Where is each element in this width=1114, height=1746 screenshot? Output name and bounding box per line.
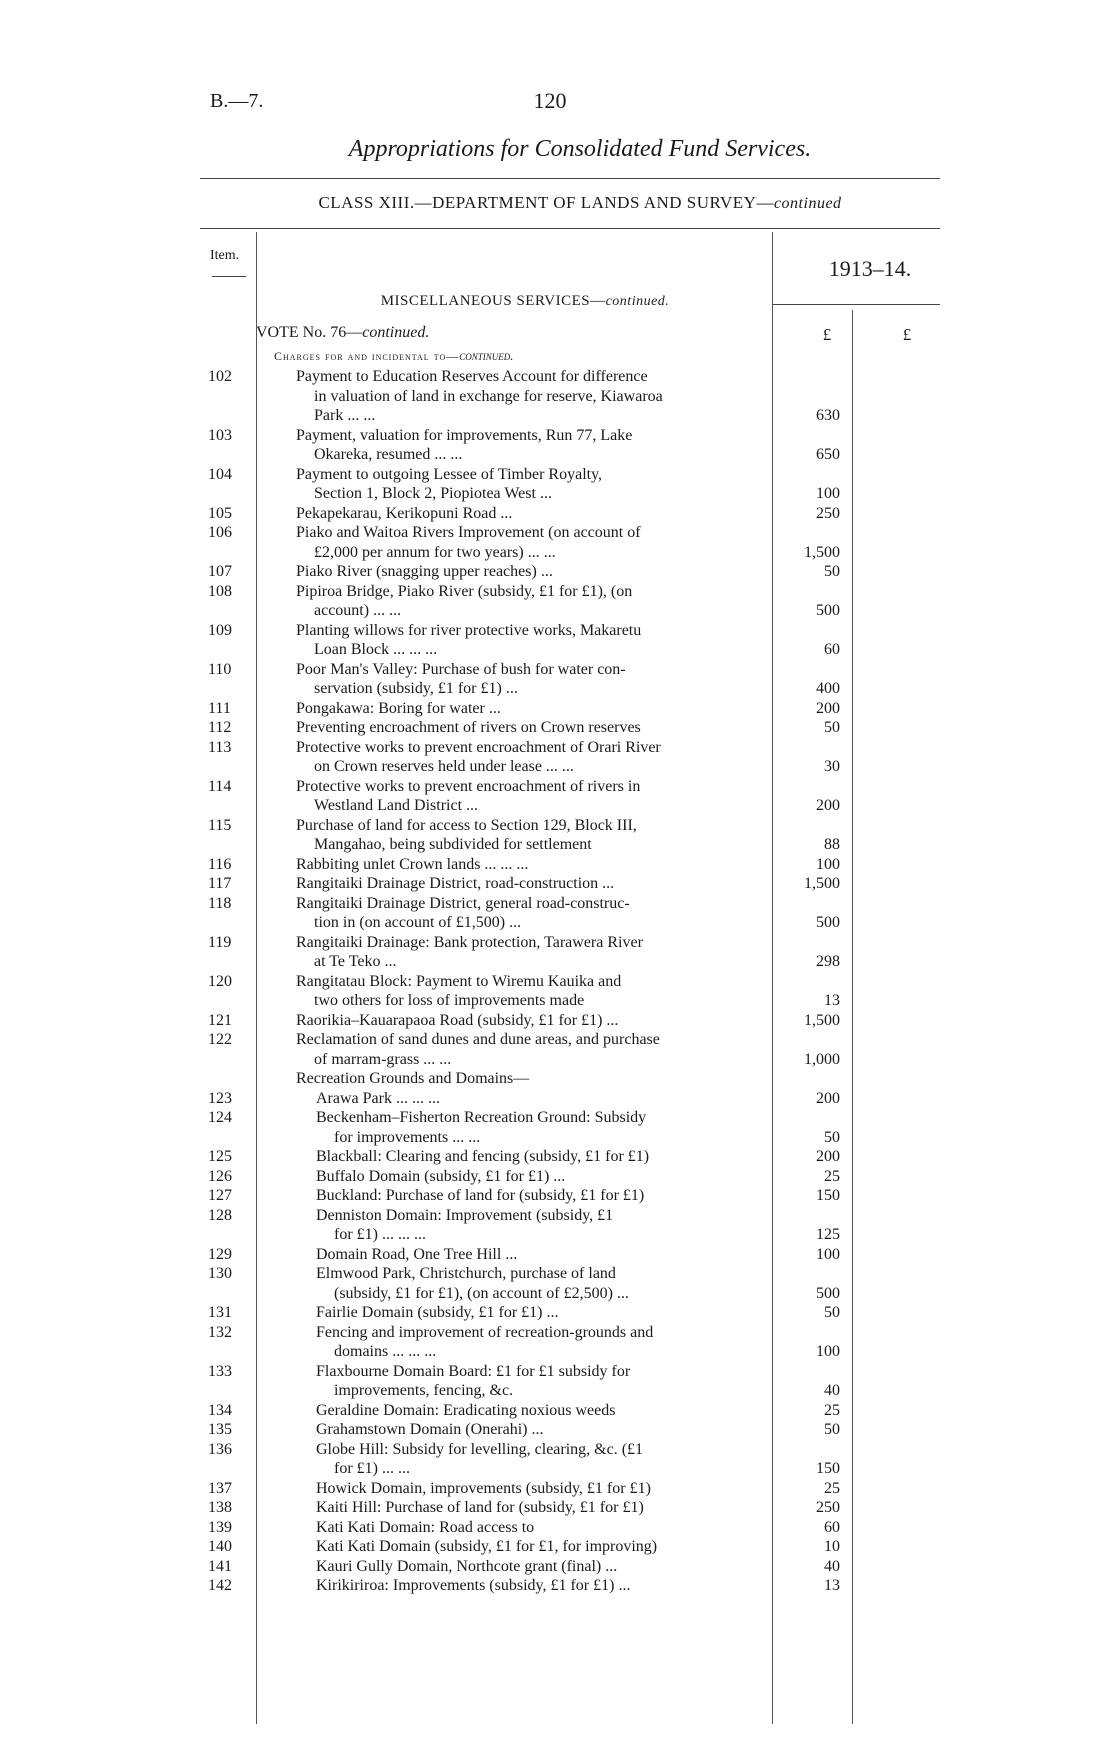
vote-heading-continued: continued. xyxy=(362,324,430,341)
item-description xyxy=(316,1264,765,1303)
vote-heading xyxy=(256,324,429,342)
table-row xyxy=(0,894,1114,933)
item-amount: 200 xyxy=(816,797,840,814)
item-number: 139 xyxy=(208,1518,232,1536)
pound-symbol-col1: £ xyxy=(822,325,832,344)
item-number: 129 xyxy=(208,1245,232,1263)
item-description xyxy=(296,816,765,855)
description-line: Howick Domain, improvements (subsidy, £1 for £1) xyxy=(316,1479,651,1497)
table-row xyxy=(0,367,1114,426)
description-line: Park ... ... xyxy=(314,407,376,424)
item-amount: 40 xyxy=(824,1382,840,1399)
item-number: 126 xyxy=(208,1167,232,1185)
description-line: Okareka, resumed ... ... xyxy=(314,446,463,463)
description-line: Denniston Domain: Improvement (subsidy, £1 xyxy=(316,1206,614,1224)
item-description xyxy=(316,1245,765,1265)
table-row xyxy=(0,972,1114,1011)
item-number: 113 xyxy=(208,738,232,756)
item-description xyxy=(296,718,765,738)
item-number: 116 xyxy=(208,855,232,873)
item-number: 135 xyxy=(208,1421,232,1438)
table-row xyxy=(0,582,1114,621)
item-number: 119 xyxy=(208,933,232,951)
item-description xyxy=(296,699,765,719)
item-amount: 500 xyxy=(816,1284,840,1302)
description-line: Beckenham–Fisherton Recreation Ground: Subsidy xyxy=(316,1109,647,1126)
item-amount: 1,500 xyxy=(804,543,840,561)
item-description xyxy=(316,1576,765,1596)
item-number: 142 xyxy=(208,1577,232,1594)
description-line: Purchase of land for access to Section 129, Block III, xyxy=(296,816,637,834)
group-heading xyxy=(0,1069,1114,1089)
item-amount: 25 xyxy=(824,1167,840,1185)
item-amount: 100 xyxy=(816,855,840,873)
item-amount: 100 xyxy=(816,485,840,502)
description-line: Poor Man's Valley: Purchase of bush for water con- xyxy=(296,660,626,678)
item-description xyxy=(316,1440,765,1479)
item-description xyxy=(316,1108,765,1147)
item-description xyxy=(296,1030,765,1069)
section-heading-continued: continued. xyxy=(605,294,670,309)
item-amount: 60 xyxy=(824,1518,840,1536)
table-row xyxy=(0,465,1114,504)
item-description xyxy=(316,1147,765,1167)
description-line: servation (subsidy, £1 for £1) ... xyxy=(314,680,518,697)
item-description xyxy=(316,1323,765,1362)
table-row xyxy=(0,1167,1114,1187)
description-line: Buffalo Domain (subsidy, £1 for £1) ... xyxy=(316,1167,566,1185)
group-label xyxy=(296,1069,765,1089)
table-row xyxy=(0,699,1114,719)
table-row xyxy=(0,426,1114,465)
description-line: Elmwood Park, Christchurch, purchase of land xyxy=(316,1265,616,1282)
charges-heading-main: Charges for and incidental to— xyxy=(274,349,460,363)
page-title: Appropriations for Consolidated Fund Services. xyxy=(348,136,812,162)
item-amount: 200 xyxy=(816,699,840,717)
description-line: Kirikiriroa: Improvements (subsidy, £1 for £1) ... xyxy=(316,1577,631,1594)
table-row xyxy=(0,1303,1114,1323)
table-row xyxy=(0,1245,1114,1265)
item-amount: 60 xyxy=(824,641,840,658)
description-line: Westland Land District ... xyxy=(314,797,479,814)
description-line: Rangitaiki Drainage District, general road-construc- xyxy=(296,894,630,912)
description-line: Buckland: Purchase of land for (subsidy, £1 for £1) xyxy=(316,1187,645,1204)
item-number: 134 xyxy=(208,1401,232,1419)
item-amount: 100 xyxy=(816,1245,840,1263)
item-number: 140 xyxy=(208,1538,232,1555)
item-amount: 250 xyxy=(816,1499,840,1516)
item-description xyxy=(296,465,765,504)
item-amount: 150 xyxy=(816,1187,840,1204)
item-description xyxy=(316,1557,765,1577)
description-line: Raorikia–Kauarapaoa Road (subsidy, £1 for £1) ... xyxy=(296,1011,619,1029)
item-number: 104 xyxy=(208,465,232,483)
item-description xyxy=(316,1498,765,1518)
item-description xyxy=(316,1089,765,1109)
table-row xyxy=(0,1420,1114,1440)
description-line: Geraldine Domain: Eradicating noxious weeds xyxy=(316,1401,616,1419)
description-line: Payment, valuation for improvements, Run 77, Lake xyxy=(296,426,633,444)
charges-heading-continued: continued. xyxy=(459,348,514,363)
item-column-header: Item. xyxy=(210,248,240,263)
description-line: Recreation Grounds and Domains— xyxy=(296,1070,530,1087)
item-amount: 13 xyxy=(824,1577,840,1594)
item-amount: 1,500 xyxy=(804,875,840,892)
item-description xyxy=(316,1186,765,1206)
item-number: 109 xyxy=(208,621,232,639)
item-amount: 30 xyxy=(824,758,840,775)
description-line: Blackball: Clearing and fencing (subsidy, £1 for £1) xyxy=(316,1148,650,1165)
description-line: two others for loss of improvements made xyxy=(314,992,585,1009)
description-line: Section 1, Block 2, Piopiotea West ... xyxy=(314,485,552,502)
item-amount: 100 xyxy=(816,1343,840,1360)
table-row xyxy=(0,1108,1114,1147)
item-description xyxy=(296,660,765,699)
item-amount: 630 xyxy=(816,407,840,424)
item-description xyxy=(296,523,765,562)
item-number: 102 xyxy=(208,368,232,385)
item-number: 106 xyxy=(208,524,232,541)
item-description xyxy=(296,582,765,621)
table-row xyxy=(0,933,1114,972)
item-number: 110 xyxy=(208,660,232,678)
table-row xyxy=(0,1147,1114,1167)
item-description xyxy=(296,367,765,426)
page-number: 120 xyxy=(533,88,567,113)
description-line: Kati Kati Domain (subsidy, £1 for £1, for improving) xyxy=(316,1538,658,1555)
item-number: 132 xyxy=(208,1323,232,1341)
item-amount: 500 xyxy=(816,602,840,619)
item-amount: 10 xyxy=(824,1538,840,1555)
item-description xyxy=(316,1167,765,1187)
item-description xyxy=(316,1420,765,1440)
section-heading-main: MISCELLANEOUS SERVICES— xyxy=(380,293,606,309)
item-number: 138 xyxy=(208,1499,232,1516)
item-amount: 150 xyxy=(816,1460,840,1477)
description-line: (subsidy, £1 for £1), (on account of £2,500) ... xyxy=(334,1284,629,1302)
item-description xyxy=(316,1362,765,1401)
item-description xyxy=(316,1518,765,1538)
document-reference: B.—7. xyxy=(210,90,264,112)
title-rule xyxy=(200,178,940,179)
item-amount: 298 xyxy=(816,953,840,970)
table-row xyxy=(0,621,1114,660)
item-amount: 200 xyxy=(816,1148,840,1165)
description-line: Fairlie Domain (subsidy, £1 for £1) ... xyxy=(316,1304,559,1321)
description-line: for £1) ... ... ... xyxy=(334,1226,426,1243)
item-number: 108 xyxy=(208,582,232,600)
table-row xyxy=(0,660,1114,699)
item-number: 136 xyxy=(208,1440,232,1458)
table-row xyxy=(0,777,1114,816)
description-line: for improvements ... ... xyxy=(334,1128,481,1146)
item-number: 141 xyxy=(208,1557,232,1575)
table-row xyxy=(0,1401,1114,1421)
item-number: 114 xyxy=(208,777,232,795)
item-amount: 40 xyxy=(824,1557,840,1575)
description-line: Pongakawa: Boring for water ... xyxy=(296,699,501,717)
description-line: of marram-grass ... ... xyxy=(314,1050,452,1068)
item-number: 131 xyxy=(208,1304,232,1321)
table-row xyxy=(0,1011,1114,1031)
description-line: Planting willows for river protective works, Makaretu xyxy=(296,621,642,639)
item-number: 117 xyxy=(208,875,232,892)
item-description xyxy=(296,1011,765,1031)
item-number: 123 xyxy=(208,1089,232,1107)
description-line: account) ... ... xyxy=(314,602,402,619)
description-line: for £1) ... ... xyxy=(334,1460,410,1477)
description-line: Loan Block ... ... ... xyxy=(314,641,438,658)
description-line: in valuation of land in exchange for reserve, Kiawaroa xyxy=(314,387,663,405)
year-header-rule xyxy=(772,304,940,305)
item-description xyxy=(296,562,765,582)
description-line: Protective works to prevent encroachment of Orari River xyxy=(296,738,661,756)
description-line: tion in (on account of £1,500) ... xyxy=(314,914,522,931)
item-number: 130 xyxy=(208,1265,232,1282)
item-description xyxy=(296,504,765,524)
table-row xyxy=(0,1537,1114,1557)
table-row xyxy=(0,1030,1114,1069)
item-amount: 25 xyxy=(824,1479,840,1497)
item-number: 124 xyxy=(208,1109,232,1126)
item-number: 127 xyxy=(208,1187,232,1204)
class-heading-continued: continued xyxy=(773,195,842,212)
description-line: Rabbiting unlet Crown lands ... ... ... xyxy=(296,855,529,873)
table-row xyxy=(0,1518,1114,1538)
item-description xyxy=(316,1303,765,1323)
item-amount: 400 xyxy=(816,680,840,697)
description-line: Kauri Gully Domain, Northcote grant (final) ... xyxy=(316,1557,618,1575)
table-row xyxy=(0,523,1114,562)
item-description xyxy=(316,1401,765,1421)
description-line: Reclamation of sand dunes and dune areas, and purchase xyxy=(296,1031,660,1048)
item-number: 121 xyxy=(208,1011,232,1029)
vote-heading-main: VOTE No. 76— xyxy=(256,324,363,341)
table-row xyxy=(0,1362,1114,1401)
year-column-header: 1913–14. xyxy=(828,256,912,281)
description-line: Kaiti Hill: Purchase of land for (subsidy, £1 for £1) xyxy=(316,1499,644,1516)
description-line: on Crown reserves held under lease ... ... xyxy=(314,758,574,775)
table-row xyxy=(0,816,1114,855)
item-description xyxy=(316,1537,765,1557)
description-line: Rangitaiki Drainage: Bank protection, Tarawera River xyxy=(296,933,643,951)
item-description xyxy=(296,621,765,660)
item-description xyxy=(296,426,765,465)
item-number: 107 xyxy=(208,563,232,580)
item-amount: 50 xyxy=(824,1128,840,1146)
table-row xyxy=(0,1576,1114,1596)
description-line: Protective works to prevent encroachment of rivers in xyxy=(296,777,641,795)
item-number: 115 xyxy=(208,816,232,834)
item-number: 103 xyxy=(208,426,232,444)
item-number: 133 xyxy=(208,1362,232,1380)
item-amount: 50 xyxy=(824,563,840,580)
section-heading xyxy=(290,293,760,310)
item-amount: 1,500 xyxy=(804,1011,840,1029)
table-row xyxy=(0,504,1114,524)
item-header-rule xyxy=(212,276,246,277)
description-line: Arawa Park ... ... ... xyxy=(316,1089,440,1107)
table-row xyxy=(0,1264,1114,1303)
table-row xyxy=(0,1186,1114,1206)
item-number: 128 xyxy=(208,1206,232,1224)
class-heading xyxy=(200,193,960,213)
item-amount: 13 xyxy=(824,992,840,1009)
description-line: Domain Road, One Tree Hill ... xyxy=(316,1245,518,1263)
description-line: £2,000 per annum for two years) ... ... xyxy=(314,543,556,561)
description-line: Kati Kati Domain: Road access to xyxy=(316,1518,535,1536)
description-line: Piako River (snagging upper reaches) ... xyxy=(296,563,553,580)
item-amount: 25 xyxy=(824,1401,840,1419)
description-line: Payment to Education Reserves Account for difference xyxy=(296,368,648,385)
item-amount: 88 xyxy=(824,836,840,853)
description-line: Pipiroa Bridge, Piako River (subsidy, £1 for £1), (on xyxy=(296,582,633,600)
table-row xyxy=(0,1479,1114,1499)
table-row xyxy=(0,1498,1114,1518)
description-line: at Te Teko ... xyxy=(314,953,397,970)
item-description xyxy=(296,972,765,1011)
description-line: Grahamstown Domain (Onerahi) ... xyxy=(316,1421,544,1438)
description-line: Flaxbourne Domain Board: £1 for £1 subsidy for xyxy=(316,1362,631,1380)
item-description xyxy=(296,855,765,875)
table-row xyxy=(0,1557,1114,1577)
item-description xyxy=(316,1206,765,1245)
item-amount: 1,000 xyxy=(804,1050,840,1068)
description-line: Pekapekarau, Kerikopuni Road ... xyxy=(296,504,513,522)
description-line: Payment to outgoing Lessee of Timber Royalty, xyxy=(296,465,603,483)
item-description xyxy=(296,933,765,972)
item-number: 112 xyxy=(208,719,232,736)
item-amount: 650 xyxy=(816,446,840,463)
table-row xyxy=(0,855,1114,875)
description-line: Rangitaiki Drainage District, road-construction ... xyxy=(296,875,615,892)
item-description xyxy=(296,738,765,777)
item-amount: 200 xyxy=(816,1089,840,1107)
table-row xyxy=(0,1440,1114,1479)
item-number: 111 xyxy=(208,699,231,717)
item-number: 120 xyxy=(208,972,232,990)
table-row xyxy=(0,562,1114,582)
item-amount: 50 xyxy=(824,1304,840,1321)
item-amount: 500 xyxy=(816,914,840,931)
item-number: 125 xyxy=(208,1148,232,1165)
pound-symbol-col2: £ xyxy=(902,325,912,344)
description-line: improvements, fencing, &c. xyxy=(334,1382,514,1399)
item-amount: 50 xyxy=(824,1421,840,1438)
table-row xyxy=(0,874,1114,894)
table-row xyxy=(0,738,1114,777)
description-line: Preventing encroachment of rivers on Crown reserves xyxy=(296,719,641,736)
description-line: Globe Hill: Subsidy for levelling, clearing, &c. (£1 xyxy=(316,1440,644,1458)
item-description xyxy=(296,777,765,816)
table-row xyxy=(0,1206,1114,1245)
header-rule xyxy=(200,228,940,229)
item-amount: 125 xyxy=(816,1226,840,1243)
table-row xyxy=(0,718,1114,738)
charges-heading xyxy=(274,348,513,364)
item-number: 118 xyxy=(208,894,232,912)
description-line: Piako and Waitoa Rivers Improvement (on account of xyxy=(296,524,641,541)
item-amount: 50 xyxy=(824,719,840,736)
item-number: 137 xyxy=(208,1479,232,1497)
item-number: 105 xyxy=(208,504,232,522)
description-line: domains ... ... ... xyxy=(334,1343,437,1360)
item-description xyxy=(316,1479,765,1499)
item-description xyxy=(296,894,765,933)
class-heading-main: CLASS XIII.—DEPARTMENT OF LANDS AND SURVEY— xyxy=(318,193,774,212)
table-row xyxy=(0,1323,1114,1362)
description-line: Fencing and improvement of recreation-grounds and xyxy=(316,1323,654,1341)
item-description xyxy=(296,874,765,894)
description-line: Mangahao, being subdivided for settlement xyxy=(314,836,592,853)
description-line: Rangitatau Block: Payment to Wiremu Kauika and xyxy=(296,972,622,990)
table-row xyxy=(0,1089,1114,1109)
item-amount: 250 xyxy=(816,504,840,522)
item-number: 122 xyxy=(208,1031,232,1048)
